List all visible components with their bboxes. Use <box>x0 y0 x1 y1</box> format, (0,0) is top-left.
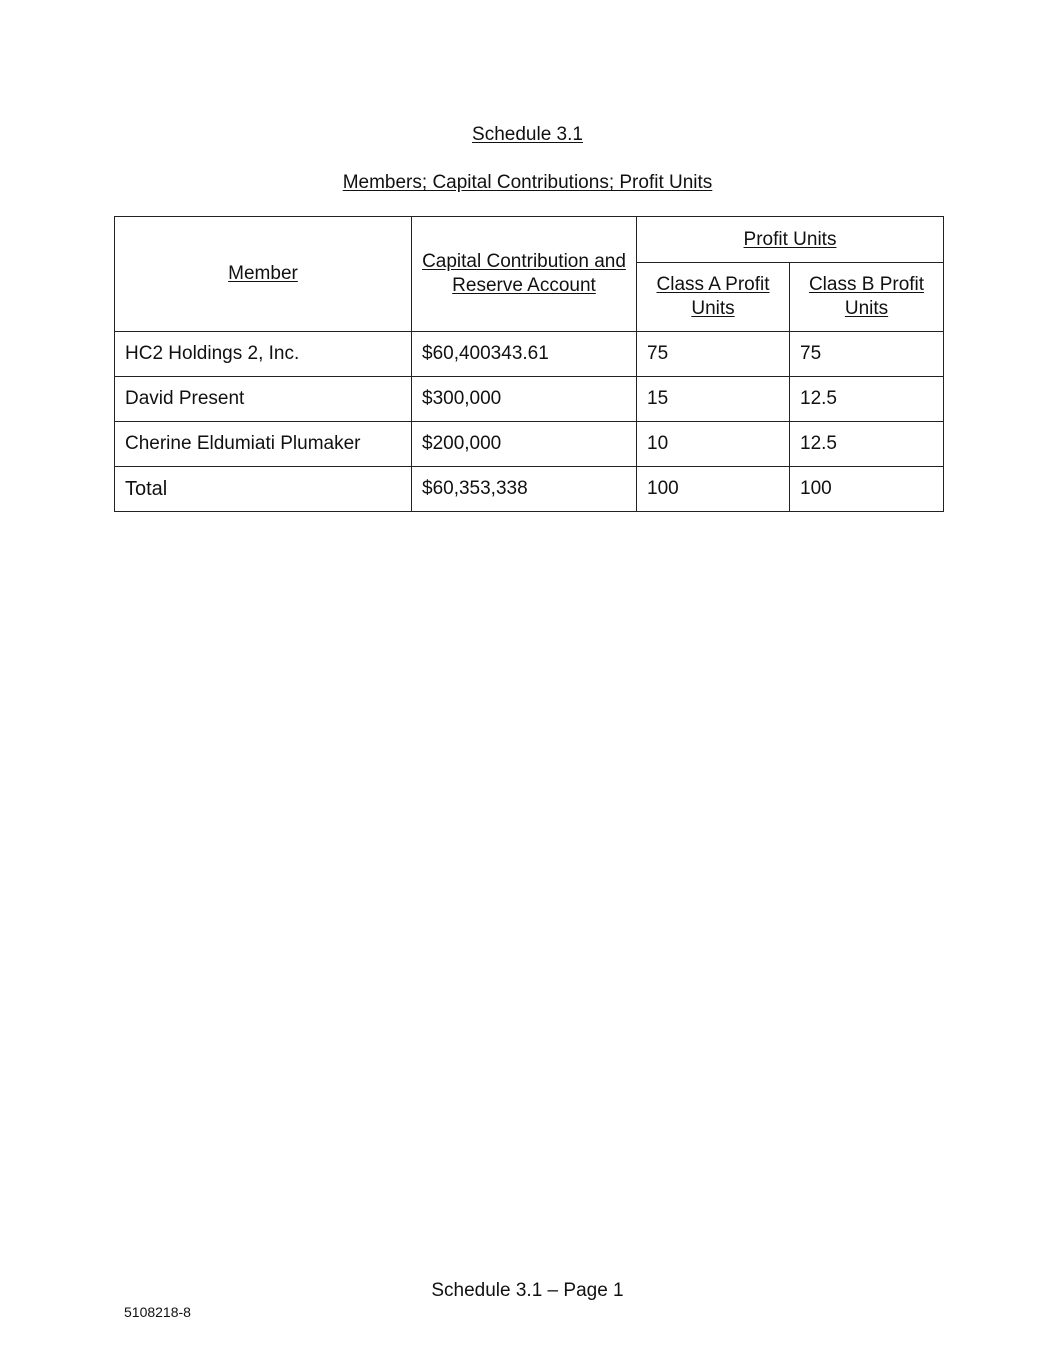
total-class-b-cell: 100 <box>790 467 944 512</box>
capital-header: Capital Contribution and Reserve Account <box>412 217 637 332</box>
page-subtitle: Members; Capital Contributions; Profit Units <box>342 172 713 193</box>
class-b-cell: 75 <box>790 332 944 377</box>
table-header-row <box>115 217 944 263</box>
capital-cell: $200,000 <box>412 422 637 467</box>
members-table <box>114 216 944 512</box>
document-id: 5108218-8 <box>124 1304 191 1320</box>
class-a-cell: 15 <box>637 377 790 422</box>
member-cell: David Present <box>115 377 412 422</box>
page-title: Schedule 3.1 <box>472 124 583 145</box>
member-header: Member <box>115 217 412 332</box>
class-b-header: Class B Profit Units <box>790 263 944 332</box>
page-footer: Schedule 3.1 – Page 1 <box>431 1280 624 1301</box>
member-cell: Cherine Eldumiati Plumaker <box>115 422 412 467</box>
profit-units-header: Profit Units <box>637 217 944 263</box>
table-row <box>115 422 944 467</box>
total-label-cell: Total <box>115 467 412 512</box>
total-class-a-cell: 100 <box>637 467 790 512</box>
table-total-row <box>115 467 944 512</box>
class-a-cell: 10 <box>637 422 790 467</box>
table-row <box>115 377 944 422</box>
capital-cell: $60,400343.61 <box>412 332 637 377</box>
capital-cell: $300,000 <box>412 377 637 422</box>
class-b-cell: 12.5 <box>790 377 944 422</box>
class-a-cell: 75 <box>637 332 790 377</box>
member-cell: HC2 Holdings 2, Inc. <box>115 332 412 377</box>
total-capital-cell: $60,353,338 <box>412 467 637 512</box>
table-row <box>115 332 944 377</box>
class-a-header: Class A Profit Units <box>637 263 790 332</box>
class-b-cell: 12.5 <box>790 422 944 467</box>
